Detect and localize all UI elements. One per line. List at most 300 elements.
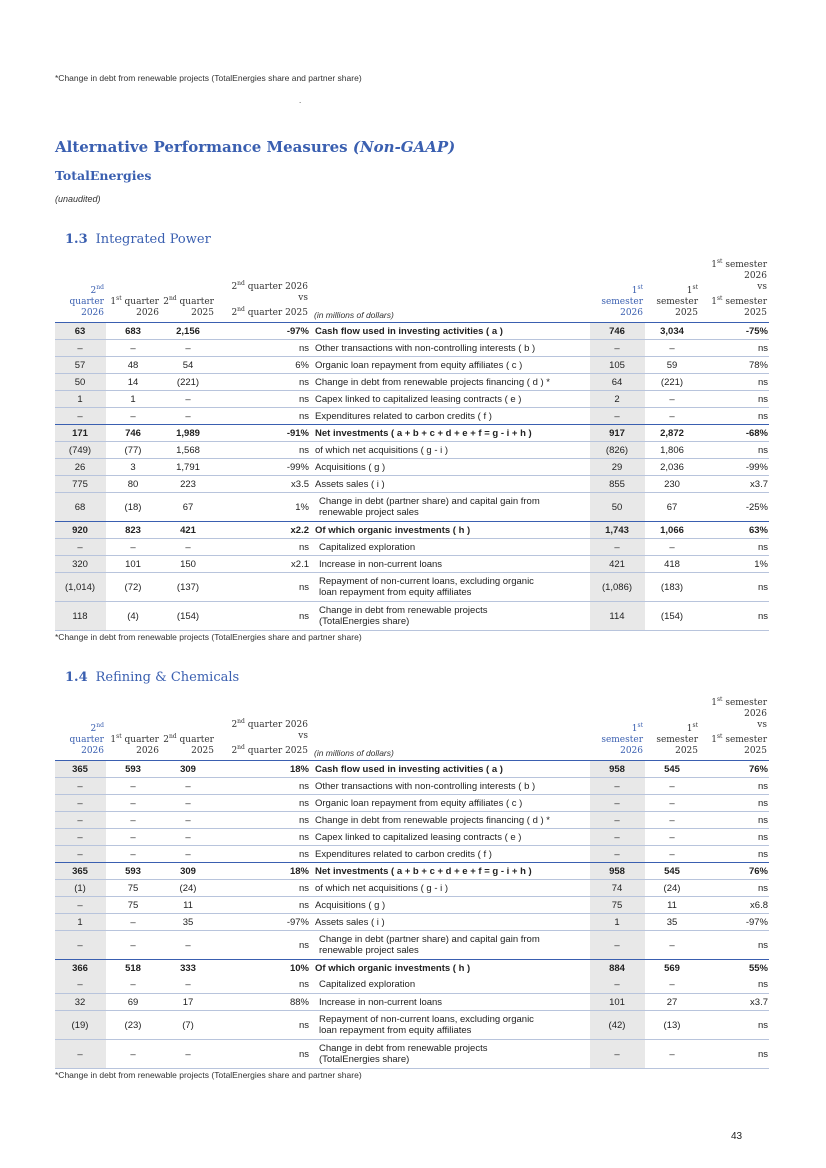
row-label: Net investments ( a + b + c + d + e + f = g - i + h ) xyxy=(310,863,590,880)
cell-q1-2026: – xyxy=(106,778,161,795)
cell-q-variation: ns xyxy=(216,880,310,897)
cell-q2-2025: 333 xyxy=(180,962,196,974)
separator-dot: . xyxy=(299,96,302,105)
cell-q-variation: x2.2 xyxy=(216,522,310,539)
cell-s-variation: -25% xyxy=(700,493,769,522)
cell-q-variation: 1% xyxy=(216,493,310,522)
cell-q-variation: ns xyxy=(216,539,310,556)
cell-q2-2026: 50 xyxy=(55,374,106,391)
cell-q2-2026: 26 xyxy=(55,459,106,476)
cell-s1-2025: – xyxy=(645,408,700,425)
cell-q1-2026: 80 xyxy=(106,476,161,493)
cell-s1-2025: – xyxy=(645,846,700,863)
row-label: Other transactions with non-controlling interests ( b ) xyxy=(310,778,590,795)
cell-q2-2025: (137) xyxy=(161,573,216,602)
col-q1-2026: 1st quarter 2026 xyxy=(110,733,159,756)
row-label: Repayment of non-current loans, excluding organic loan repayment from equity affiliates xyxy=(310,573,590,602)
cell-s1-2026: 64 xyxy=(590,374,645,391)
row-label: Expenditures related to carbon credits ( f ) xyxy=(310,846,590,863)
cell-s-variation: ns xyxy=(700,602,769,631)
cell-q2-2026: – xyxy=(55,812,106,829)
cell-q2-2026: – xyxy=(55,340,106,357)
cell-q1-2026: (77) xyxy=(106,442,161,459)
cell-q2-2025: – xyxy=(161,340,216,357)
cell-q-variation: ns xyxy=(216,442,310,459)
table-row xyxy=(55,897,769,914)
cell-q-variation: ns xyxy=(216,374,310,391)
cell-q-variation: ns xyxy=(216,602,310,631)
cell-q1-2026: – xyxy=(106,1040,161,1069)
cell-q-variation: ns xyxy=(216,931,310,960)
row-label: Other transactions with non-controlling interests ( b ) xyxy=(310,340,590,357)
cell-s1-2025: 3,034 xyxy=(645,323,700,340)
cell-q-variation: ns xyxy=(216,829,310,846)
cell-q-variation: ns xyxy=(216,391,310,408)
cell-q2-2026: – xyxy=(55,931,106,960)
cell-s-variation: 76% xyxy=(700,761,769,778)
section-number: 1.4 xyxy=(65,670,88,685)
cell-q-variation: 6% xyxy=(216,357,310,374)
row-label: Capex linked to capitalized leasing contracts ( e ) xyxy=(310,829,590,846)
cell-s1-2025: 35 xyxy=(645,914,700,931)
cell-q1-2026: 823 xyxy=(106,522,161,539)
table-row xyxy=(55,493,769,522)
cell-q-variation: ns xyxy=(216,340,310,357)
cell-s1-2026: 1 xyxy=(590,914,645,931)
cell-s-variation: 76% xyxy=(700,863,769,880)
cell-q1-2026: (23) xyxy=(106,1011,161,1040)
table-row xyxy=(55,340,769,357)
cell-s1-2025: – xyxy=(645,829,700,846)
row-label: Net investments ( a + b + c + d + e + f = g - i + h ) xyxy=(310,425,590,442)
cell-q1-2026: – xyxy=(106,977,161,994)
col-q2-2026: 2nd quarter 2026 xyxy=(69,284,104,318)
col-q-variation: 2nd quarter 2026 vs 2nd quarter 2025 xyxy=(231,280,308,318)
table-row xyxy=(55,880,769,897)
cell-q2-2026: 365 xyxy=(55,863,106,880)
cell-s-variation: ns xyxy=(700,539,769,556)
table-row xyxy=(55,931,769,960)
col-s-variation: 1st semester 2026 vs 1st semester 2025 xyxy=(711,696,767,756)
cell-s-variation: x3.7 xyxy=(700,476,769,493)
cell-s1-2026: 29 xyxy=(590,459,645,476)
col-s-variation: 1st semester 2026 vs 1st semester 2025 xyxy=(711,258,767,318)
cell-s1-2025: – xyxy=(645,931,700,960)
cell-s1-2025: 11 xyxy=(645,897,700,914)
table-row xyxy=(55,977,769,994)
cell-q2-2025: 309 xyxy=(161,761,216,778)
cell-q2-2026: – xyxy=(55,846,106,863)
table-row xyxy=(55,476,769,493)
row-label: Change in debt from renewable projects financing ( d ) * xyxy=(310,812,590,829)
cell-q2-2025: (154) xyxy=(161,602,216,631)
row-label: Of which organic investments ( h ) xyxy=(315,962,471,974)
col-label: (in millions of dollars) xyxy=(314,310,394,320)
cell-q2-2025: (24) xyxy=(161,880,216,897)
table-header-row xyxy=(55,256,769,323)
cell-s-variation: -97% xyxy=(700,914,769,931)
table-row xyxy=(55,442,769,459)
table-row xyxy=(55,829,769,846)
row-label: Organic loan repayment from equity affiliates ( c ) xyxy=(310,357,590,374)
col-s1-2025: 1st semester 2025 xyxy=(656,722,698,756)
cell-s1-2026: – xyxy=(590,795,645,812)
cell-s-variation: ns xyxy=(700,977,769,994)
cell-s-variation: ns xyxy=(700,812,769,829)
cell-s1-2026: 2 xyxy=(590,391,645,408)
cell-q1-2026: – xyxy=(106,795,161,812)
cell-q2-2026: – xyxy=(55,778,106,795)
col-s1-2025: 1st semester 2025 xyxy=(656,284,698,318)
cell-q2-2025: 1,989 xyxy=(161,425,216,442)
unaudited-note: (unaudited) xyxy=(55,194,101,204)
row-label: Capitalized exploration xyxy=(310,977,590,994)
cell-q-variation: ns xyxy=(216,1011,310,1040)
col-s1-2026: 1st semester 2026 xyxy=(601,722,643,756)
col-q2-2026: 2nd quarter 2026 xyxy=(69,722,104,756)
cell-s1-2026: – xyxy=(590,340,645,357)
table-row xyxy=(55,556,769,573)
table-row xyxy=(55,425,769,442)
cell-s1-2026: 917 xyxy=(590,425,645,442)
cell-q2-2026: 57 xyxy=(55,357,106,374)
cell-q1-2026: – xyxy=(106,829,161,846)
cell-q2-2025: – xyxy=(161,846,216,863)
cell-s1-2025: 230 xyxy=(645,476,700,493)
table-row xyxy=(55,795,769,812)
cell-s1-2025: – xyxy=(645,812,700,829)
cell-q-variation: 18% xyxy=(216,761,310,778)
cell-s-variation: -68% xyxy=(700,425,769,442)
cell-s1-2026: 884 xyxy=(590,960,645,977)
row-label: Change in debt from renewable projects financing ( d ) * xyxy=(310,374,590,391)
cell-s-variation: ns xyxy=(700,1011,769,1040)
cell-s-variation: ns xyxy=(700,795,769,812)
cell-s1-2026: 75 xyxy=(590,897,645,914)
cell-q2-2025: 67 xyxy=(161,493,216,522)
page-title-italic: (Non-GAAP) xyxy=(352,138,456,156)
row-label: Capitalized exploration xyxy=(310,539,590,556)
cell-q1-2026: (72) xyxy=(106,573,161,602)
cell-q-variation: 18% xyxy=(216,863,310,880)
cell-s1-2026: 50 xyxy=(590,493,645,522)
cell-s1-2025: 27 xyxy=(645,994,700,1011)
cell-q-variation: -97% xyxy=(216,914,310,931)
cell-s1-2025: 59 xyxy=(645,357,700,374)
cell-q2-2025: – xyxy=(161,408,216,425)
table-row xyxy=(55,391,769,408)
cell-s1-2026: – xyxy=(590,829,645,846)
col-q2-2025: 2nd quarter 2025 xyxy=(163,733,214,756)
table-row xyxy=(55,357,769,374)
row-label: Repayment of non-current loans, excluding organic loan repayment from equity affiliates xyxy=(310,1011,590,1040)
cell-q1-2026: (4) xyxy=(106,602,161,631)
section-refining-chemicals xyxy=(55,670,769,1080)
cell-s1-2026: – xyxy=(590,977,645,994)
cell-s-variation: x3.7 xyxy=(700,994,769,1011)
cell-s1-2025: – xyxy=(645,977,700,994)
cell-q2-2025: 35 xyxy=(161,914,216,931)
cell-s1-2026: (42) xyxy=(590,1011,645,1040)
cell-q2-2026: (1) xyxy=(55,880,106,897)
cell-s1-2026: – xyxy=(590,846,645,863)
row-label: Assets sales ( i ) xyxy=(310,914,590,931)
cell-q-variation: x3.5 xyxy=(216,476,310,493)
cell-s-variation: ns xyxy=(700,1040,769,1069)
cell-s1-2025: 418 xyxy=(645,556,700,573)
row-label: Change in debt (partner share) and capital gain from renewable project sales xyxy=(310,493,590,522)
cell-s-variation: x6.8 xyxy=(700,897,769,914)
table-row xyxy=(55,374,769,391)
cell-q2-2025: 1,568 xyxy=(161,442,216,459)
cell-s-variation: ns xyxy=(700,340,769,357)
cell-s-variation: ns xyxy=(700,391,769,408)
cell-q2-2025: (7) xyxy=(161,1011,216,1040)
cell-q2-2026: – xyxy=(55,795,106,812)
cell-s1-2025: 545 xyxy=(645,761,700,778)
cell-q2-2025: – xyxy=(161,391,216,408)
cell-q1-2026: 101 xyxy=(106,556,161,573)
table-footnote: *Change in debt from renewable projects (TotalEnergies share and partner share) xyxy=(55,632,362,642)
section-title xyxy=(65,232,769,247)
cell-s-variation: 1% xyxy=(700,556,769,573)
cell-q2-2025: 223 xyxy=(161,476,216,493)
cell-q2-2025: – xyxy=(161,1040,216,1069)
table-row xyxy=(55,573,769,602)
row-label: of which net acquisitions ( g - i ) xyxy=(310,880,590,897)
cell-q2-2025: 421 xyxy=(161,522,216,539)
page-number: 43 xyxy=(731,1131,743,1142)
cell-s-variation: 63% xyxy=(700,522,769,539)
col-s1-2026: 1st semester 2026 xyxy=(601,284,643,318)
table-row xyxy=(55,459,769,476)
table-row xyxy=(55,1040,769,1069)
col-q-variation: 2nd quarter 2026 vs 2nd quarter 2025 xyxy=(231,718,308,756)
cell-s-variation: ns xyxy=(700,829,769,846)
table-row xyxy=(55,323,769,340)
table-row xyxy=(55,960,769,977)
table-row xyxy=(55,539,769,556)
row-label: Organic loan repayment from equity affiliates ( c ) xyxy=(310,795,590,812)
cell-s1-2026: 105 xyxy=(590,357,645,374)
cell-s-variation: ns xyxy=(700,408,769,425)
cell-q2-2025: – xyxy=(161,812,216,829)
cell-q2-2026: 171 xyxy=(55,425,106,442)
cell-q1-2026: 14 xyxy=(106,374,161,391)
cell-q2-2025: – xyxy=(161,931,216,960)
row-label: Change in debt from renewable projects (TotalEnergies share) xyxy=(310,602,590,631)
cell-s1-2025: (13) xyxy=(645,1011,700,1040)
cell-s1-2026: 1,743 xyxy=(590,522,645,539)
table-row xyxy=(55,522,769,539)
investment-table xyxy=(55,694,769,1069)
cell-s1-2025: 67 xyxy=(645,493,700,522)
cell-q1-2026: 1 xyxy=(106,391,161,408)
row-label: Cash flow used in investing activities ( a ) xyxy=(310,761,590,778)
row-label: Assets sales ( i ) xyxy=(310,476,590,493)
cell-s-variation: ns xyxy=(700,846,769,863)
cell-s1-2025: – xyxy=(645,778,700,795)
company-name: TotalEnergies xyxy=(55,168,152,183)
table-row xyxy=(55,1011,769,1040)
table-row xyxy=(55,914,769,931)
cell-q2-2025: 17 xyxy=(161,994,216,1011)
cell-q-variation: ns xyxy=(216,1040,310,1069)
cell-q2-2025: 1,791 xyxy=(161,459,216,476)
cell-s1-2025: – xyxy=(645,391,700,408)
cell-q-variation: ns xyxy=(216,846,310,863)
cell-q-variation: ns xyxy=(216,778,310,795)
cell-s1-2026: (826) xyxy=(590,442,645,459)
table-row xyxy=(55,994,769,1011)
cell-q-variation: x2.1 xyxy=(216,556,310,573)
cell-s1-2026: 421 xyxy=(590,556,645,573)
table-row xyxy=(55,812,769,829)
cell-s-variation: ns xyxy=(700,374,769,391)
cell-s-variation: ns xyxy=(700,442,769,459)
cell-q1-2026: – xyxy=(106,914,161,931)
row-label: Of which organic investments ( h ) xyxy=(310,522,590,539)
cell-q1-2026: 75 xyxy=(106,897,161,914)
cell-q1-2026: – xyxy=(106,812,161,829)
cell-q1-2026: 518 xyxy=(125,962,141,974)
cell-s1-2026: – xyxy=(590,1040,645,1069)
cell-s1-2025: – xyxy=(645,1040,700,1069)
cell-s1-2025: (183) xyxy=(645,573,700,602)
cell-q2-2026: 775 xyxy=(55,476,106,493)
cell-q1-2026: (18) xyxy=(106,493,161,522)
cell-q1-2026: – xyxy=(106,408,161,425)
cell-q1-2026: 75 xyxy=(106,880,161,897)
cell-s1-2026: – xyxy=(590,539,645,556)
cell-s-variation: -99% xyxy=(700,459,769,476)
cell-q1-2026: 746 xyxy=(106,425,161,442)
cell-q2-2025: – xyxy=(161,778,216,795)
cell-q-variation: 88% xyxy=(216,994,310,1011)
cell-s-variation: ns xyxy=(700,778,769,795)
col-q2-2025: 2nd quarter 2025 xyxy=(163,295,214,318)
cell-q2-2026: (19) xyxy=(55,1011,106,1040)
cell-s1-2025: 569 xyxy=(664,962,680,974)
cell-q-variation: ns xyxy=(216,812,310,829)
cell-q2-2026: – xyxy=(55,408,106,425)
cell-q2-2026: 68 xyxy=(55,493,106,522)
cell-q2-2026: – xyxy=(55,1040,106,1069)
cell-s1-2025: 2,872 xyxy=(645,425,700,442)
cell-q2-2025: – xyxy=(161,977,216,994)
cell-q-variation: 10% xyxy=(289,962,309,974)
cell-q2-2026: 118 xyxy=(55,602,106,631)
cell-s-variation: 55% xyxy=(748,962,768,974)
cell-q-variation: ns xyxy=(216,573,310,602)
col-label: (in millions of dollars) xyxy=(314,748,394,758)
cell-s-variation: ns xyxy=(700,880,769,897)
cell-q2-2026: – xyxy=(55,829,106,846)
cell-q1-2026: – xyxy=(106,539,161,556)
cell-s1-2026: (1,086) xyxy=(590,573,645,602)
cell-s1-2025: 1,806 xyxy=(645,442,700,459)
cell-s1-2025: – xyxy=(645,795,700,812)
cell-s1-2026: – xyxy=(590,778,645,795)
table-row xyxy=(55,761,769,778)
cell-s1-2026: 855 xyxy=(590,476,645,493)
cell-q-variation: ns xyxy=(216,795,310,812)
cell-q1-2026: – xyxy=(106,931,161,960)
cell-s1-2026: – xyxy=(590,931,645,960)
cell-q2-2025: (221) xyxy=(161,374,216,391)
cell-s1-2026: 746 xyxy=(590,323,645,340)
row-label: Capex linked to capitalized leasing contracts ( e ) xyxy=(310,391,590,408)
cell-q-variation: ns xyxy=(216,897,310,914)
cell-s1-2025: (24) xyxy=(645,880,700,897)
cell-q1-2026: 69 xyxy=(106,994,161,1011)
cell-q2-2026: (1,014) xyxy=(55,573,106,602)
row-label: Change in debt (partner share) and capital gain from renewable project sales xyxy=(310,931,590,960)
cell-q2-2026: – xyxy=(55,897,106,914)
row-label: Change in debt from renewable projects (TotalEnergies share) xyxy=(310,1040,590,1069)
table-row xyxy=(55,778,769,795)
cell-q2-2026: 63 xyxy=(55,323,106,340)
cell-s-variation: 78% xyxy=(700,357,769,374)
cell-q-variation: -91% xyxy=(216,425,310,442)
cell-q-variation: ns xyxy=(216,408,310,425)
table-row xyxy=(55,408,769,425)
cell-q2-2025: – xyxy=(161,795,216,812)
cell-q2-2025: 2,156 xyxy=(161,323,216,340)
cell-q2-2026: 320 xyxy=(55,556,106,573)
row-label: Cash flow used in investing activities ( a ) xyxy=(310,323,590,340)
cell-q1-2026: 593 xyxy=(106,863,161,880)
cell-s1-2025: 1,066 xyxy=(645,522,700,539)
cell-q2-2026: (749) xyxy=(55,442,106,459)
cell-s1-2026: 958 xyxy=(590,761,645,778)
cell-q1-2026: 3 xyxy=(106,459,161,476)
cell-s-variation: ns xyxy=(700,573,769,602)
cell-q2-2025: – xyxy=(161,539,216,556)
cell-q2-2026: – xyxy=(55,539,106,556)
cell-q1-2026: 48 xyxy=(106,357,161,374)
cell-q-variation: -99% xyxy=(216,459,310,476)
cell-q1-2026: – xyxy=(106,846,161,863)
cell-q2-2026: 920 xyxy=(55,522,106,539)
table-row xyxy=(55,602,769,631)
cell-s1-2025: – xyxy=(645,340,700,357)
cell-s1-2025: (221) xyxy=(645,374,700,391)
table-row xyxy=(55,863,769,880)
col-q1-2026: 1st quarter 2026 xyxy=(110,295,159,318)
cell-q2-2025: – xyxy=(161,829,216,846)
cell-q2-2025: 11 xyxy=(161,897,216,914)
cell-q2-2025: 150 xyxy=(161,556,216,573)
top-footnote: *Change in debt from renewable projects (TotalEnergies share and partner share) xyxy=(55,73,362,83)
cell-s1-2025: – xyxy=(645,539,700,556)
row-label: Increase in non-current loans xyxy=(310,994,590,1011)
cell-q1-2026: 683 xyxy=(106,323,161,340)
table-row xyxy=(55,846,769,863)
cell-q2-2025: 309 xyxy=(161,863,216,880)
cell-s1-2026: 101 xyxy=(590,994,645,1011)
cell-q2-2026: 1 xyxy=(55,391,106,408)
cell-s-variation: ns xyxy=(700,931,769,960)
cell-q-variation: -97% xyxy=(216,323,310,340)
cell-s1-2026: 114 xyxy=(590,602,645,631)
row-label: of which net acquisitions ( g - i ) xyxy=(310,442,590,459)
row-label: Expenditures related to carbon credits ( f ) xyxy=(310,408,590,425)
cell-q2-2026: 365 xyxy=(55,761,106,778)
cell-s1-2026: 74 xyxy=(590,880,645,897)
cell-s1-2025: 2,036 xyxy=(645,459,700,476)
cell-s1-2025: 545 xyxy=(645,863,700,880)
